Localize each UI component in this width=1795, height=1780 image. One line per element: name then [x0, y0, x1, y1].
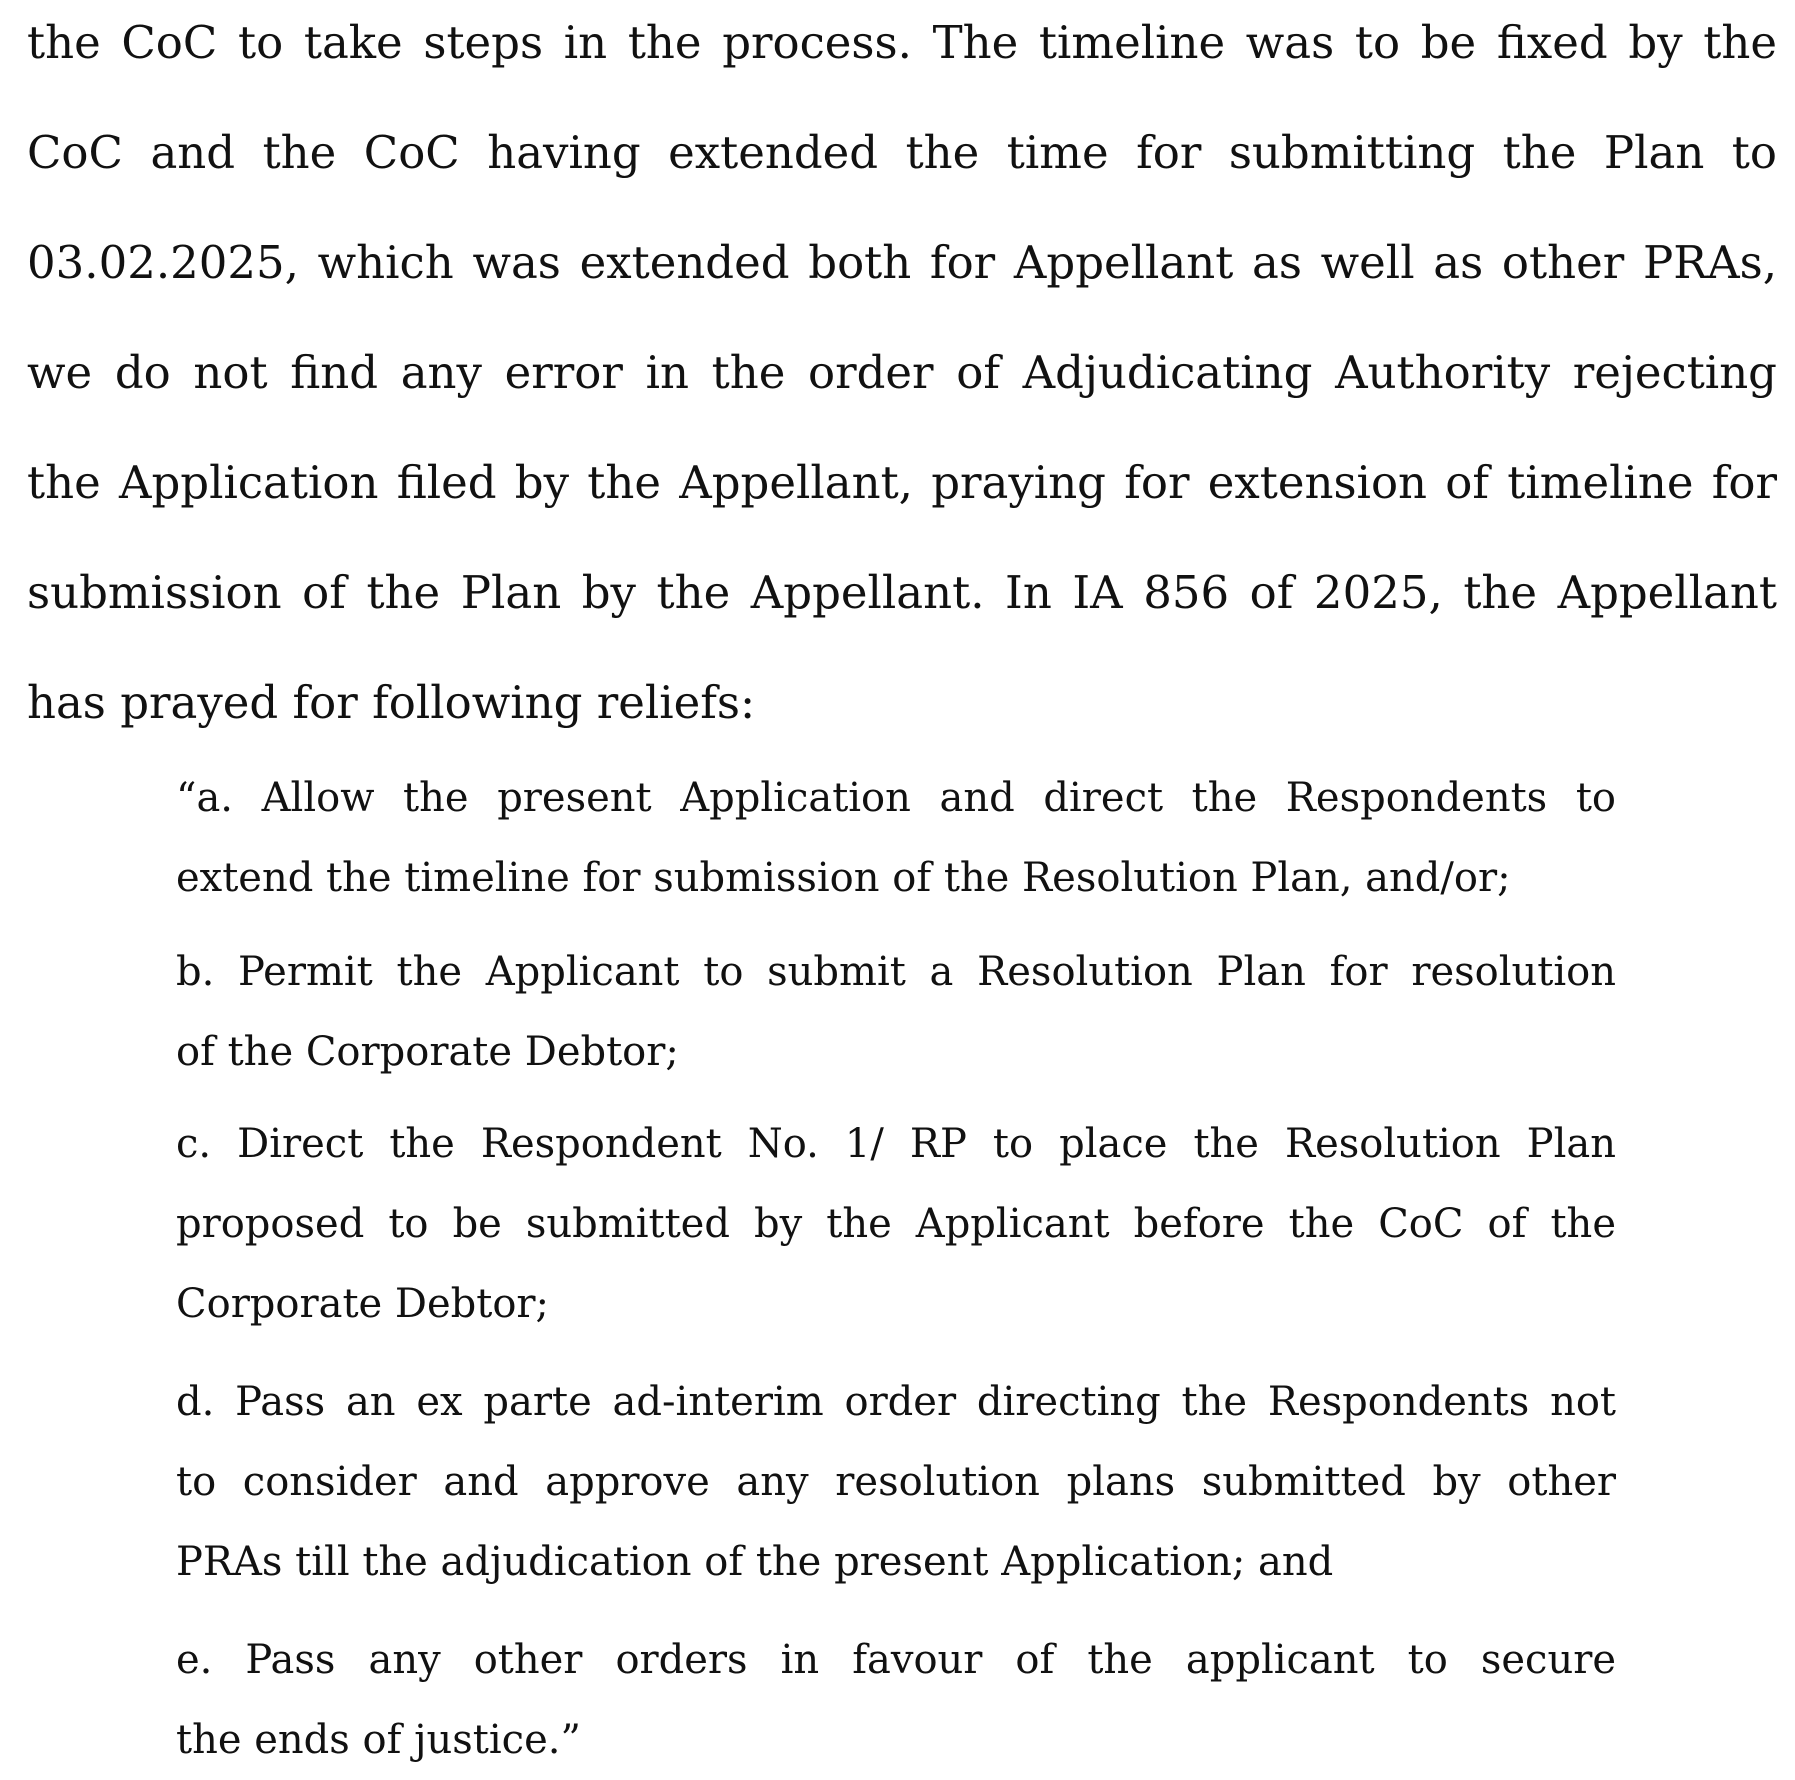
relief-line: e. Pass any other orders in favour of the applicant to secure: [176, 1637, 1616, 1683]
relief-line: PRAs till the adjudication of the present Application; and: [176, 1539, 1334, 1585]
paragraph-line: we do not find any error in the order of Adjudicating Authority rejecting: [27, 346, 1777, 399]
relief-item-d: [176, 1362, 1616, 1602]
relief-line: to consider and approve any resolution plans submitted by other: [176, 1459, 1616, 1505]
paragraph-line: submission of the Plan by the Appellant. In IA 856 of 2025, the Appellant: [27, 566, 1777, 619]
relief-item-e: [176, 1620, 1616, 1780]
relief-line: d. Pass an ex parte ad-interim order directing the Respondents not: [176, 1379, 1616, 1425]
relief-line: proposed to be submitted by the Applicant before the CoC of the: [176, 1201, 1616, 1247]
paragraph-line: has prayed for following reliefs:: [27, 676, 756, 729]
relief-line: c. Direct the Respondent No. 1/ RP to place the Resolution Plan: [176, 1121, 1616, 1167]
relief-line: “a. Allow the present Application and direct the Respondents to: [176, 775, 1616, 821]
paragraph-line: 03.02.2025, which was extended both for Appellant as well as other PRAs,: [27, 236, 1777, 289]
relief-line: Corporate Debtor;: [176, 1281, 550, 1327]
relief-item-c: [176, 1104, 1616, 1344]
relief-item-b: [176, 932, 1616, 1092]
relief-line: extend the timeline for submission of the Resolution Plan, and/or;: [176, 855, 1511, 901]
body-paragraph: [27, 0, 1777, 758]
paragraph-line: the CoC to take steps in the process. The timeline was to be fixed by the: [27, 16, 1777, 69]
paragraph-line: CoC and the CoC having extended the time for submitting the Plan to: [27, 126, 1777, 179]
paragraph-line: the Application filed by the Appellant, praying for extension of timeline for: [27, 456, 1777, 509]
relief-line: the ends of justice.”: [176, 1717, 581, 1763]
relief-item-a: [176, 758, 1616, 918]
relief-line: of the Corporate Debtor;: [176, 1029, 679, 1075]
relief-line: b. Permit the Applicant to submit a Resolution Plan for resolution: [176, 949, 1616, 995]
